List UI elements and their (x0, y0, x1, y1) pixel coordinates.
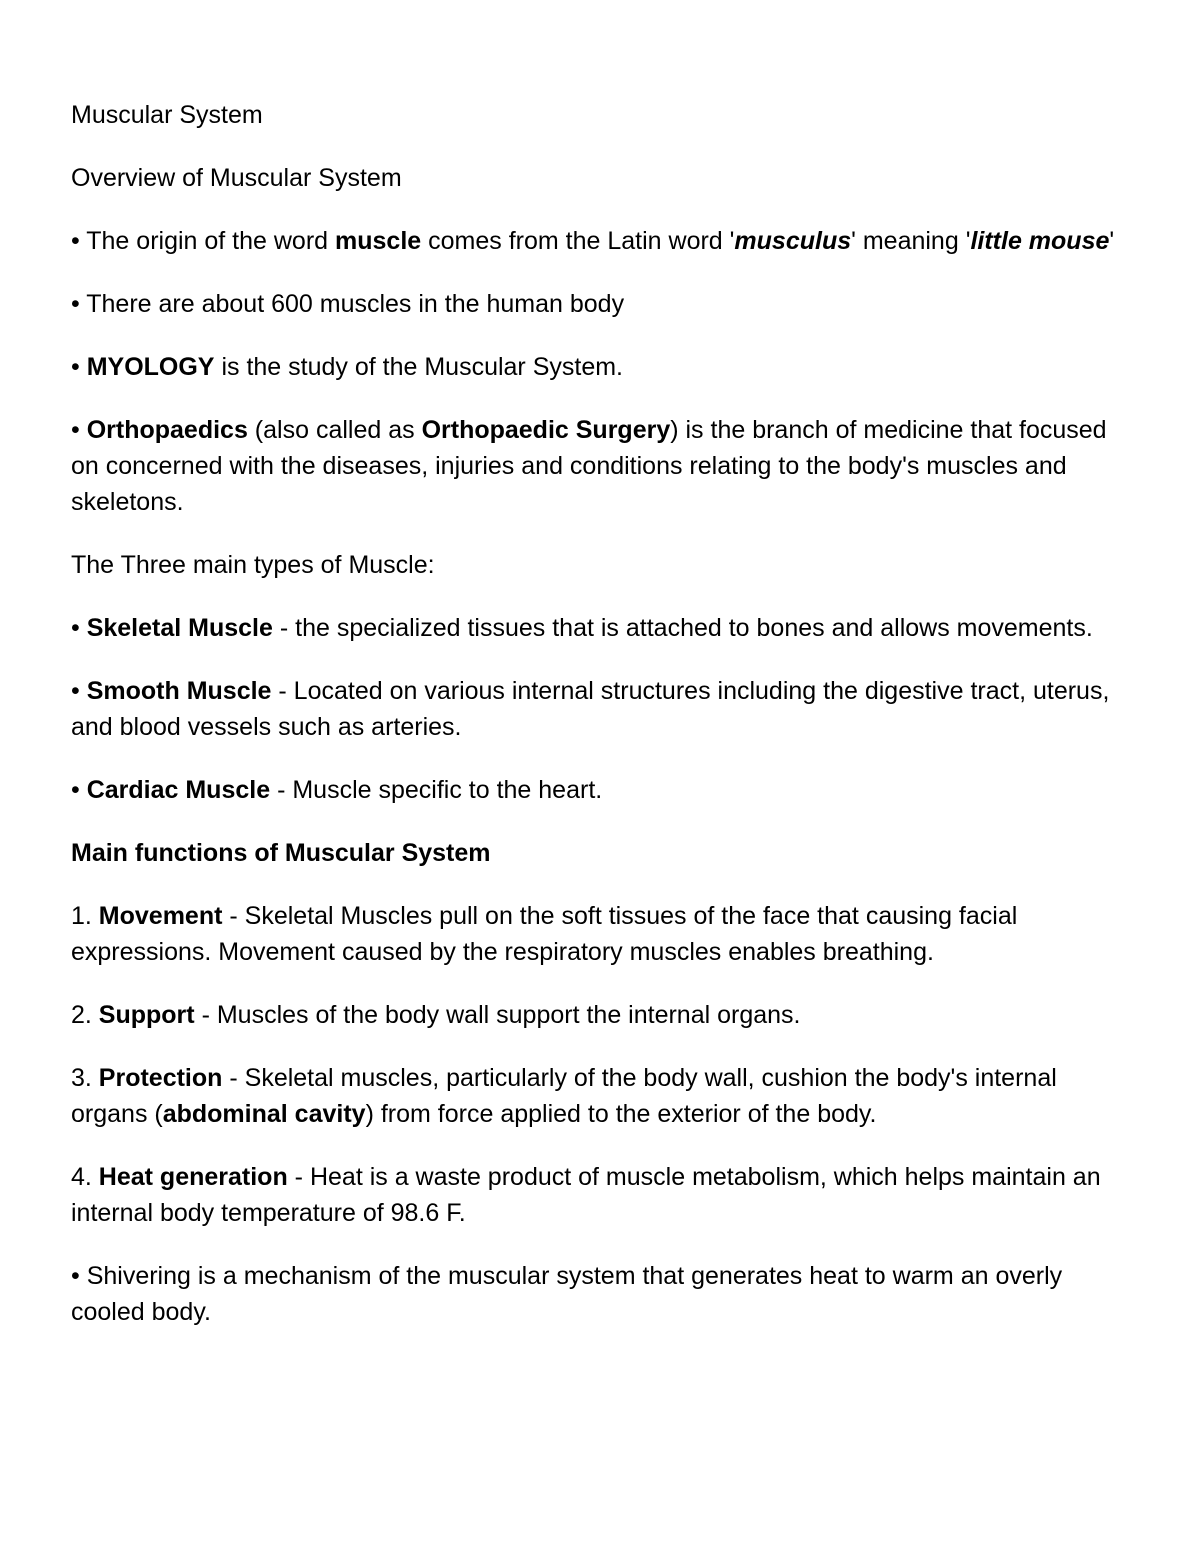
bullet: • (71, 416, 87, 444)
origin-text-end: ' (1109, 227, 1115, 255)
orthopaedics-text: ) is the branch of medicine that focused on concerned with the diseases, injuries and conditions relating to the body's muscles and skeletons. (71, 416, 1107, 516)
origin-text-mid2: ' meaning ' (851, 227, 971, 255)
type-cardiac (71, 772, 1131, 808)
orthopaedics-paragraph (71, 412, 1131, 520)
function-support (71, 997, 1131, 1033)
term-protection: Protection (98, 1064, 223, 1092)
bullet: • (71, 353, 87, 381)
function-support-text: - Muscles of the body wall support the internal organs. (194, 1001, 801, 1029)
term-abdominal-cavity: abdominal cavity (162, 1100, 366, 1128)
function-movement-text: - Skeletal Muscles pull on the soft tissues of the face that causing facial expressions. Movement caused by the respiratory muscles enables breathing. (71, 902, 1018, 966)
overview-heading: Overview of Muscular System (71, 164, 402, 192)
term-little-mouse: little mouse (970, 227, 1110, 255)
term-smooth-muscle: Smooth Muscle (86, 677, 272, 705)
functions-heading (71, 835, 1131, 871)
term-orthopaedics: Orthopaedics (86, 416, 248, 444)
type-skeletal-text: - the specialized tissues that is attached to bones and allows movements. (272, 614, 1093, 642)
functions-heading-text: Main functions of Muscular System (71, 839, 491, 867)
type-smooth-text: - Located on various internal structures including the digestive tract, uterus, and blood vessels such as arteries. (71, 677, 1110, 741)
bullet: • (71, 227, 80, 255)
function-protection-text2: ) from force applied to the exterior of the body. (365, 1100, 877, 1128)
type-smooth (71, 673, 1131, 745)
term-muscle: muscle (335, 227, 422, 255)
origin-text-pre: The origin of the word (79, 227, 336, 255)
list-number: 1. (71, 902, 99, 930)
term-musculus: musculus (734, 227, 852, 255)
origin-paragraph (71, 223, 1131, 259)
function-heat-text: - Heat is a waste product of muscle metabolism, which helps maintain an internal body temperature of 98.6 F. (71, 1163, 1101, 1227)
orthopaedics-text-mid: (also called as (247, 416, 422, 444)
document-content (71, 97, 1131, 1357)
list-number: 4. (71, 1163, 99, 1191)
term-skeletal-muscle: Skeletal Muscle (86, 614, 273, 642)
type-cardiac-text: - Muscle specific to the heart. (270, 776, 603, 804)
bullet: • (71, 776, 87, 804)
function-protection (71, 1060, 1131, 1132)
bullet: • (71, 614, 87, 642)
list-number: 2. (71, 1001, 99, 1029)
term-heat-generation: Heat generation (98, 1163, 288, 1191)
function-heat (71, 1159, 1131, 1231)
origin-text-mid: comes from the Latin word ' (421, 227, 735, 255)
type-skeletal (71, 610, 1131, 646)
function-protection-text: - Skeletal muscles, particularly of the body wall, cushion the body's internal organs ( (71, 1064, 1057, 1128)
types-heading: The Three main types of Muscle: (71, 551, 435, 579)
list-number: 3. (71, 1064, 99, 1092)
shivering-paragraph: • Shivering is a mechanism of the muscular system that generates heat to warm an overly cooled body. (71, 1262, 1063, 1326)
muscles-count-paragraph: • There are about 600 muscles in the human body (71, 290, 625, 318)
myology-paragraph (71, 349, 1131, 385)
function-movement (71, 898, 1131, 970)
term-cardiac-muscle: Cardiac Muscle (86, 776, 271, 804)
bullet: • (71, 677, 87, 705)
term-movement: Movement (98, 902, 223, 930)
term-support: Support (98, 1001, 195, 1029)
term-myology: MYOLOGY (86, 353, 215, 381)
document-title: Muscular System (71, 101, 263, 129)
term-orthopaedic-surgery: Orthopaedic Surgery (421, 416, 671, 444)
myology-text: is the study of the Muscular System. (214, 353, 623, 381)
